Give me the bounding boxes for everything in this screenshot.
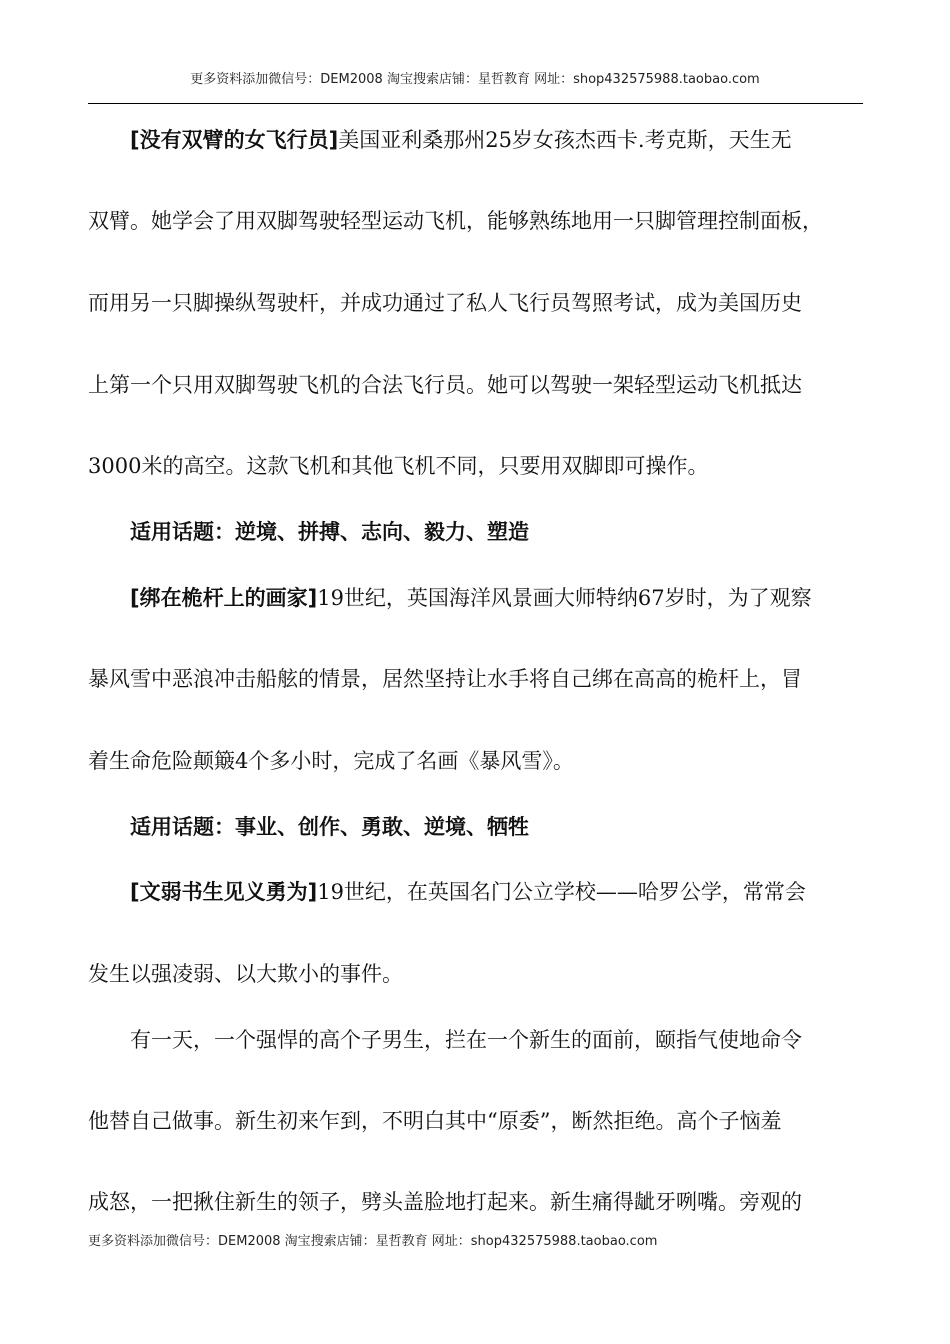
section-2-line-3: 着生命危险颠簸4个多小时，完成了名画《暴风雪》。 [88, 749, 574, 773]
header-divider [88, 103, 863, 104]
section-1-title: [没有双臂的女飞行员] [130, 128, 339, 152]
section-1-topics: 适用话题：逆境、拼搏、志向、毅力、塑造 [130, 520, 529, 544]
section-2-first-line [130, 584, 812, 612]
section-3-title: [文弱书生见义勇为] [130, 880, 318, 904]
section-3-line-1: 19世纪，在英国名门公立学校——哈罗公学，常常会 [317, 880, 806, 904]
section-1-line-2: 双臂。她学会了用双脚驾驶轻型运动飞机，能够熟练地用一只脚管理控制面板， [88, 209, 823, 233]
section-3-first-line [130, 878, 806, 906]
section-3-paragraph-line-3: 成怒，一把揪住新生的领子，劈头盖脸地打起来。新生痛得龇牙咧嘴。旁观的 [88, 1190, 802, 1214]
section-2-line-1: 19世纪，英国海洋风景画大师特纳67岁时，为了观察 [317, 586, 812, 610]
section-1-line-3: 而用另一只脚操纵驾驶杆，并成功通过了私人飞行员驾照考试，成为美国历史 [88, 291, 802, 315]
section-1-line-4: 上第一个只用双脚驾驶飞机的合法飞行员。她可以驾驶一架轻型运动飞机抵达 [88, 373, 802, 397]
section-1-line-1: 美国亚利桑那州25岁女孩杰西卡.考克斯，天生无 [338, 128, 792, 152]
section-2-title: [绑在桅杆上的画家] [130, 586, 318, 610]
section-2-topics: 适用话题：事业、创作、勇敢、逆境、牺牲 [130, 815, 529, 839]
page-footer: 更多资料添加微信号：DEM2008 淘宝搜索店铺：星哲教育 网址：shop432575988.taobao.com [88, 1234, 658, 1249]
section-2-line-2: 暴风雪中恶浪冲击船舷的情景，居然坚持让水手将自己绑在高高的桅杆上，冒 [88, 667, 802, 691]
section-1-line-5: 3000米的高空。这款飞机和其他飞机不同，只要用双脚即可操作。 [88, 454, 709, 478]
section-1-first-line [130, 126, 792, 154]
section-3-paragraph-line-2: 他替自己做事。新生初来乍到，不明白其中“原委”，断然拒绝。高个子恼羞 [88, 1109, 782, 1133]
section-3-line-2: 发生以强凌弱、以大欺小的事件。 [88, 962, 403, 986]
section-3-paragraph-line-1: 有一天，一个强悍的高个子男生，拦在一个新生的面前，颐指气使地命令 [130, 1028, 802, 1052]
header-text: 更多资料添加微信号：DEM2008 淘宝搜索店铺：星哲教育 网址：shop432575988.taobao.com [190, 72, 760, 87]
